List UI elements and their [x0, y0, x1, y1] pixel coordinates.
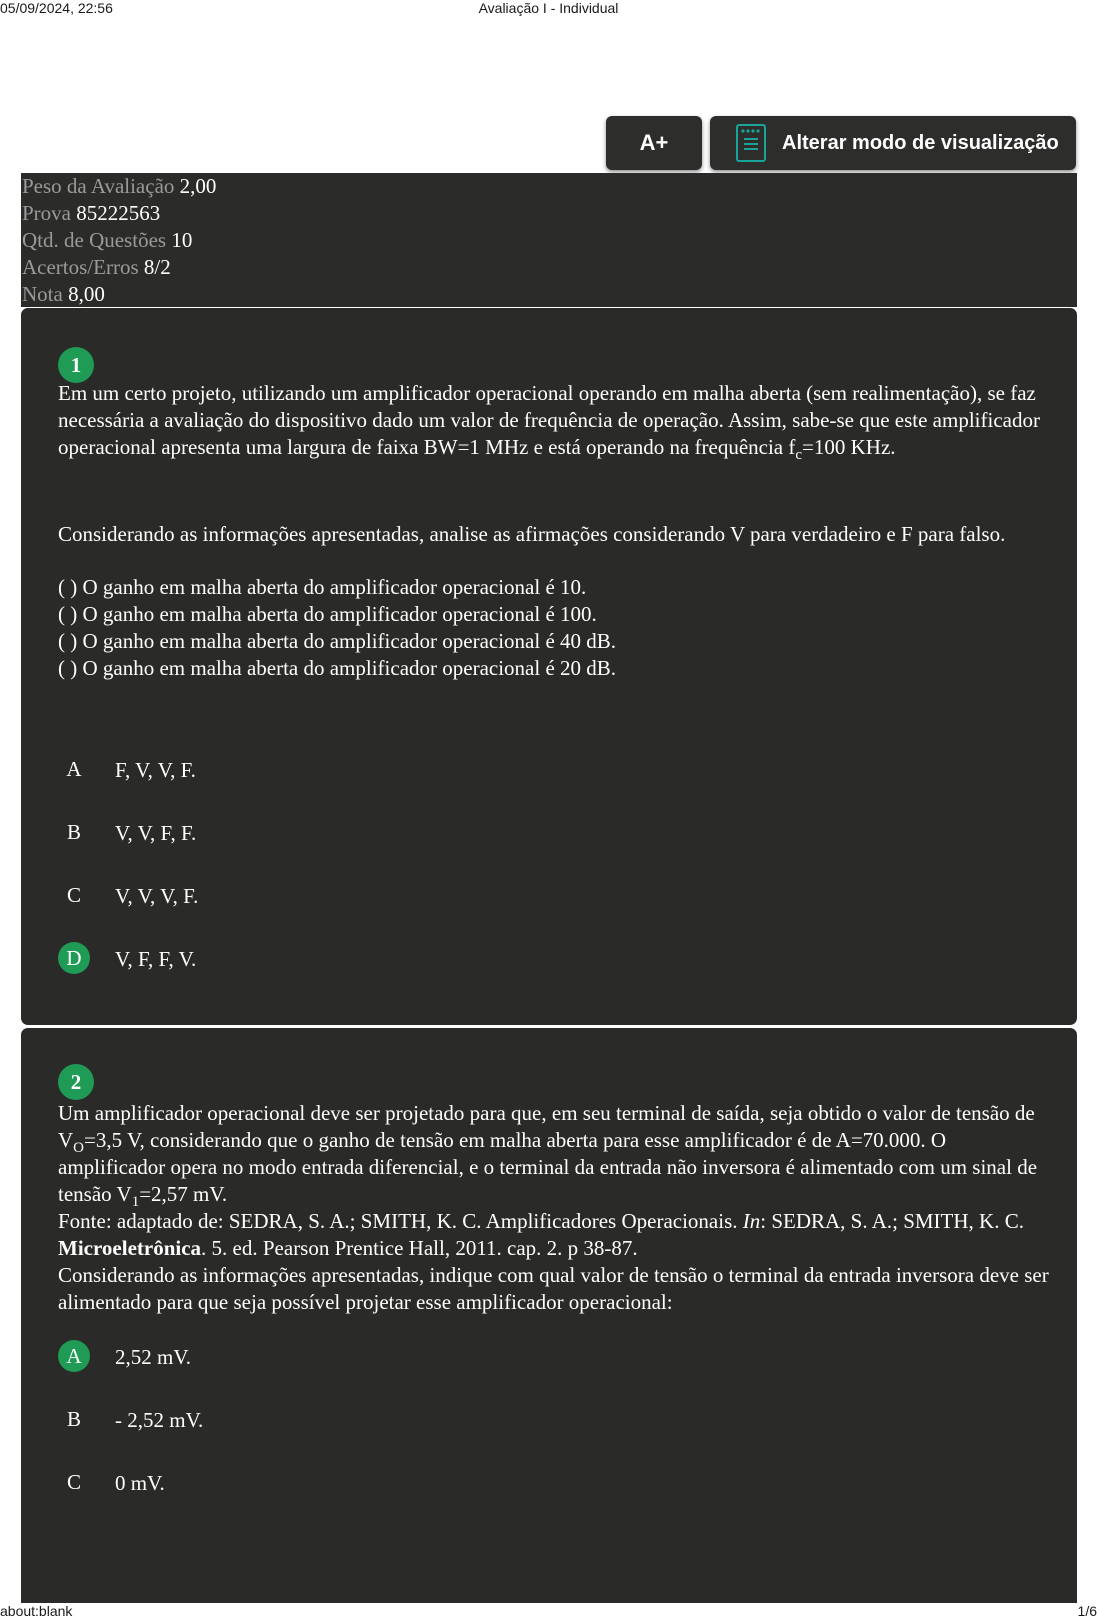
print-url: about:blank	[0, 1603, 73, 1619]
info-label: Qtd. de Questões	[22, 228, 167, 252]
question-card-1	[21, 308, 1077, 1025]
question-text-part: Em um certo projeto, utilizando um amplificador operacional operando em malha aberta (sem realimentação), se faz necessária a avaliação do dispositivo dado um valor de frequência de operação. Assim, sabe-se que este amplificador operacional apresenta uma largura de faixa BW=1 MHz e está operando na frequência f	[58, 381, 1040, 459]
statement: ( ) O ganho em malha aberta do amplificador operacional é 40 dB.	[58, 629, 617, 653]
answer-option-c[interactable]	[58, 879, 1058, 942]
assessment-info-panel	[21, 173, 1077, 307]
change-view-mode-button[interactable]	[710, 116, 1076, 170]
toolbar	[606, 116, 1076, 170]
option-text: V, F, F, V.	[115, 947, 197, 971]
question-number-badge: 2	[58, 1064, 94, 1100]
option-text: F, V, V, F.	[115, 758, 196, 782]
info-value: 2,00	[179, 174, 217, 198]
question-paragraph	[58, 1100, 1058, 1208]
option-letter: C	[66, 883, 81, 907]
question-text-part: =2,57 mV.	[139, 1182, 228, 1206]
question-paragraph: Considerando as informações apresentadas, indique com qual valor de tensão o terminal da entrada inversora deve ser alimentado para que seja possível projetar esse amplificador operacional:	[58, 1263, 1049, 1314]
info-row-peso	[21, 173, 1077, 200]
question-paragraph	[58, 380, 1058, 461]
print-page-number: 1/6	[1077, 1603, 1097, 1619]
source-text-bold: Microeletrônica	[58, 1236, 202, 1260]
question-text-part: =100 KHz.	[802, 435, 896, 459]
subscript: O	[73, 1140, 85, 1156]
increase-font-button[interactable]	[606, 116, 702, 170]
option-letter: B	[66, 820, 81, 844]
subscript: c	[795, 447, 803, 463]
answer-option-a[interactable]	[58, 753, 1058, 816]
info-label: Prova	[22, 201, 71, 225]
print-title: Avaliação I - Individual	[478, 0, 619, 16]
question-card-2	[21, 1028, 1077, 1603]
info-value: 10	[171, 228, 193, 252]
print-datetime: 05/09/2024, 22:56	[0, 0, 113, 16]
source-text-part: : SEDRA, S. A.; SMITH, K. C.	[760, 1209, 1024, 1233]
change-view-mode-label: Alterar modo de visualização	[782, 131, 1059, 154]
source-text-part: Fonte: adaptado de: SEDRA, S. A.; SMITH, K. C. Amplificadores Operacionais.	[58, 1209, 743, 1233]
question-text-part: =3,5 V, considerando que o ganho de tensão em malha aberta para esse amplificador é de A=70.000. O amplificador opera no modo entrada diferencial, e o terminal da entrada não inversora é alimentado com um sinal de tensão V	[58, 1128, 1038, 1206]
question-text	[58, 1100, 1058, 1316]
info-row-prova	[21, 200, 1077, 227]
answer-option-a[interactable]	[58, 1340, 1058, 1403]
info-row-nota	[21, 281, 1077, 308]
info-label: Peso da Avaliação	[22, 174, 175, 198]
option-letter: C	[66, 1470, 81, 1494]
source-text-part: . 5. ed. Pearson Prentice Hall, 2011. cap. 2. p 38-87.	[201, 1236, 638, 1260]
option-letter-selected: D	[58, 942, 90, 974]
statement: ( ) O ganho em malha aberta do amplificador operacional é 100.	[58, 602, 597, 626]
answer-options	[58, 1340, 1058, 1529]
statement: ( ) O ganho em malha aberta do amplificador operacional é 10.	[58, 575, 587, 599]
question-text	[58, 380, 1058, 682]
answer-options	[58, 753, 1058, 1005]
answer-option-b[interactable]	[58, 816, 1058, 879]
info-row-qtd	[21, 227, 1077, 254]
info-value: 8/2	[143, 255, 171, 279]
info-label: Acertos/Erros	[22, 255, 139, 279]
statement: ( ) O ganho em malha aberta do amplificador operacional é 20 dB.	[58, 656, 617, 680]
answer-option-d[interactable]	[58, 942, 1058, 1005]
question-paragraph: Considerando as informações apresentadas, analise as afirmações considerando V para verdadeiro e F para falso.	[58, 522, 1006, 546]
option-text: 0 mV.	[115, 1471, 165, 1495]
subscript: 1	[131, 1194, 140, 1210]
source-text-italic: In	[742, 1209, 761, 1233]
option-letter: B	[66, 1407, 81, 1431]
option-text: - 2,52 mV.	[115, 1408, 204, 1432]
answer-option-c[interactable]	[58, 1466, 1058, 1529]
option-text: V, V, V, F.	[115, 884, 199, 908]
question-number-badge: 1	[58, 347, 94, 383]
document-list-icon	[736, 124, 766, 162]
increase-font-label: A+	[639, 130, 669, 155]
question-text-part: Um amplificador operacional deve ser projetado para que, em seu terminal de saída, seja obtido o valor de tensão de V	[58, 1101, 1035, 1152]
option-letter-selected: A	[58, 1340, 90, 1372]
info-row-acertos	[21, 254, 1077, 281]
info-label: Nota	[22, 282, 63, 306]
print-header	[0, 0, 1097, 16]
info-value: 8,00	[68, 282, 105, 306]
question-source	[58, 1208, 1058, 1262]
print-footer	[0, 1603, 1097, 1619]
answer-option-b[interactable]	[58, 1403, 1058, 1466]
option-text: V, V, F, F.	[115, 821, 197, 845]
option-text: 2,52 mV.	[115, 1345, 192, 1369]
option-letter: A	[66, 757, 82, 781]
info-value: 85222563	[76, 201, 161, 225]
